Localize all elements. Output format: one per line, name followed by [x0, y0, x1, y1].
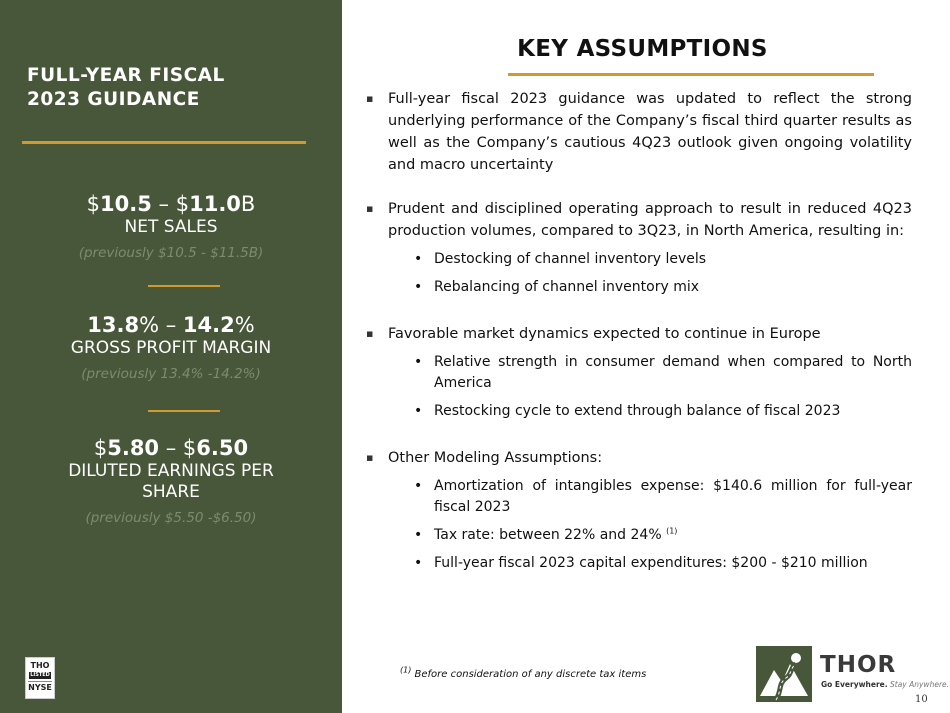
title-underline [508, 73, 874, 76]
metric-divider [148, 410, 220, 412]
nyse-listed-badge [25, 657, 55, 699]
guidance-title-line1: FULL-YEAR FISCAL [27, 65, 225, 86]
page-title: KEY ASSUMPTIONS [517, 36, 768, 62]
footnote-marker: (1) [400, 665, 412, 675]
sidebar-divider [22, 141, 306, 144]
net-sales-previous: (previously $10.5 - $11.5B) [78, 245, 264, 261]
gross-margin-label: GROSS PROFIT MARGIN [70, 338, 272, 358]
assumption-item: ▪ Favorable market dynamics expected to continue in Europe [366, 323, 912, 345]
tagline-bold: Go Everywhere. [821, 680, 888, 689]
assumption-subitem: • Destocking of channel inventory levels [414, 249, 912, 270]
brand-name: THOR [820, 652, 897, 678]
metric-divider [148, 285, 220, 287]
tax-rate-text: Tax rate: between 22% and 24% [434, 527, 662, 543]
guidance-title [27, 64, 307, 112]
eps-label-line1: DILUTED EARNINGS PER [68, 461, 274, 481]
eps-range: $5.80 – $6.50 [93, 436, 249, 460]
guidance-title-line2: 2023 GUIDANCE [27, 89, 200, 110]
page-number: 10 [915, 694, 928, 705]
assumption-item: ▪ Full-year fiscal 2023 guidance was updated to reflect the strong underlying performance of the Company’s fiscal third quarter results as well as the Company’s cautious 4Q23 outlook given ongoing volatility and macro uncertainty [366, 88, 912, 176]
thor-logo-icon [756, 646, 812, 702]
net-sales-metric [30, 192, 312, 262]
badge-ticker: THO [30, 661, 50, 670]
footnote [400, 665, 647, 680]
eps-metric [30, 436, 312, 527]
badge-listed: LISTED [30, 672, 50, 678]
footnote-text: Before consideration of any discrete tax items [411, 669, 647, 680]
eps-label [30, 461, 312, 503]
tagline-rest: Stay Anywhere. [887, 680, 950, 689]
eps-label-line2: SHARE [142, 482, 200, 502]
assumption-item: ▪ Other Modeling Assumptions: [366, 447, 912, 469]
assumption-subitem: • Relative strength in consumer demand when compared to North America [414, 352, 912, 394]
assumptions-list [366, 88, 912, 574]
gross-margin-previous: (previously 13.4% -14.2%) [81, 366, 261, 382]
eps-previous: (previously $5.50 -$6.50) [85, 510, 257, 526]
assumption-item: ▪ Prudent and disciplined operating approach to result in reduced 4Q23 production volumes, compared to 3Q23, in North America, resulting in: [366, 198, 912, 242]
assumption-subitem: • Restocking cycle to extend through balance of fiscal 2023 [414, 401, 912, 422]
assumption-subitem: • Amortization of intangibles expense: $140.6 million for full-year fiscal 2023 [414, 476, 912, 518]
footnote-marker: (1) [666, 526, 678, 536]
badge-exchange: NYSE [28, 683, 52, 692]
gross-margin-range: 13.8% – 14.2% [87, 313, 255, 337]
gross-margin-metric [30, 313, 312, 383]
net-sales-range: $10.5 – $11.0B [86, 192, 256, 216]
brand-tagline [821, 680, 949, 689]
assumption-subitem: • Rebalancing of channel inventory mix [414, 277, 912, 298]
assumption-subitem: • Full-year fiscal 2023 capital expenditures: $200 - $210 million [414, 553, 912, 574]
assumption-subitem [414, 525, 912, 546]
net-sales-label: NET SALES [124, 217, 218, 237]
guidance-sidebar [0, 0, 342, 713]
